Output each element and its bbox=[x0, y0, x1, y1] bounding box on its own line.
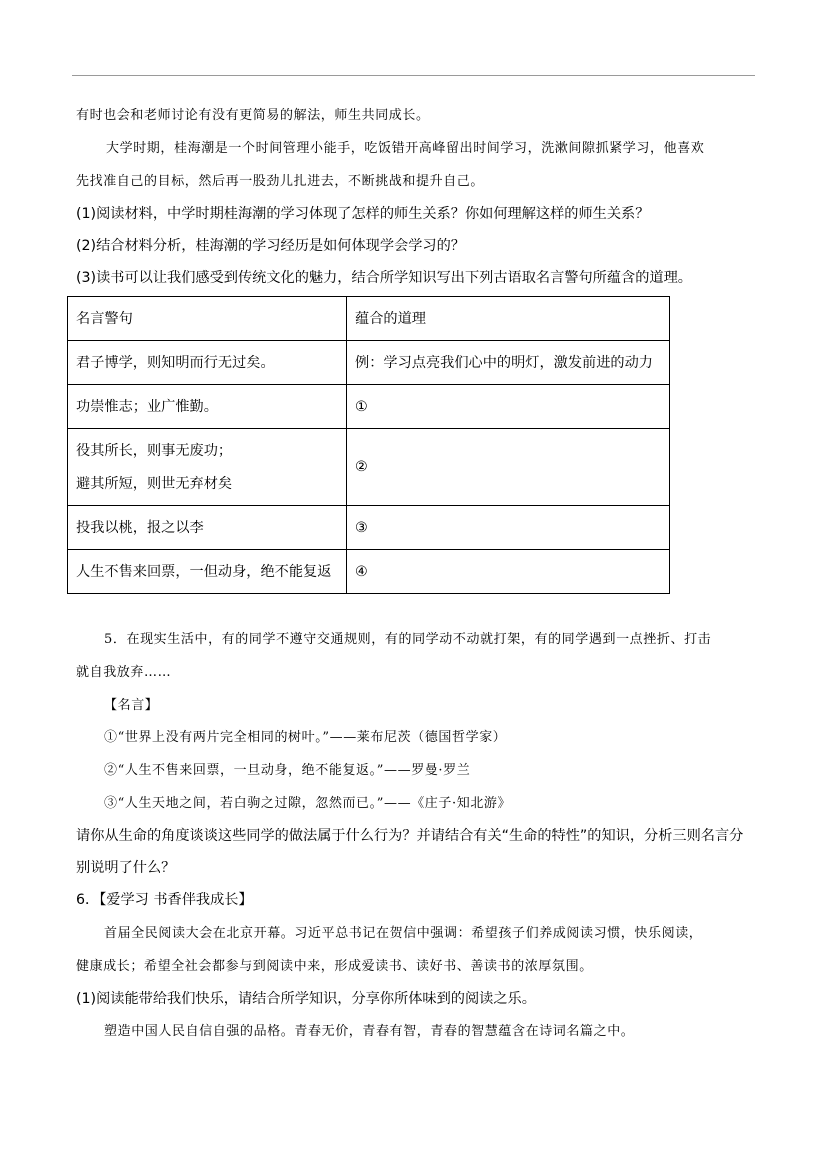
table-row bbox=[68, 429, 670, 506]
question-line: 别说明了什么？ bbox=[76, 860, 176, 876]
table-header-cell: 蕴合的道理 bbox=[347, 297, 670, 341]
quote-line: ①“世界上没有两片完全相同的树叶。”——莱布尼茨（德国哲学家） bbox=[104, 730, 507, 745]
paragraph-line: 首届全民阅读大会在北京开幕。习近平总书记在贺信中强调：希望孩子们养成阅读习惯，快乐阅读， bbox=[104, 926, 703, 941]
question-line: (1)阅读能带给我们快乐，请结合所学知识，分享你所体味到的阅读之乐。 bbox=[76, 991, 536, 1007]
paragraph-line: 先找准自己的目标，然后再一股劲儿扎进去，不断挑战和提升自己。 bbox=[76, 174, 485, 189]
table-cell: 投我以桃，报之以李 bbox=[68, 506, 347, 550]
table-cell: 例：学习点亮我们心中的明灯，激发前进的动力 bbox=[347, 341, 670, 385]
question-2: (2)结合材料分析，桂海潮的学习经历是如何体现学会学习的？ bbox=[76, 238, 465, 254]
table-cell: ① bbox=[347, 385, 670, 429]
quotes-table bbox=[67, 296, 670, 594]
table-cell: ④ bbox=[347, 550, 670, 594]
header-rule bbox=[72, 75, 755, 76]
table-cell: ③ bbox=[347, 506, 670, 550]
table-row bbox=[68, 506, 670, 550]
table-header-row bbox=[68, 297, 670, 341]
paragraph-line: 大学时期，桂海潮是一个时间管理小能手，吃饭错开高峰留出时间学习，洗漱间隙抓紧学习，他喜欢 bbox=[106, 141, 705, 156]
table-header-cell: 名言警句 bbox=[68, 297, 347, 341]
paragraph-line: 5．在现实生活中，有的同学不遵守交通规则，有的同学动不动就打架，有的同学遇到一点挫折、打击 bbox=[104, 632, 712, 647]
table-cell: 人生不售来回票，一但动身，绝不能复返 bbox=[68, 550, 347, 594]
quote-line: ②“人生不售来回票，一旦动身，绝不能复返。”——罗曼·罗兰 bbox=[104, 763, 471, 778]
table-row bbox=[68, 385, 670, 429]
paragraph-line: 就自我放弃…… bbox=[76, 665, 172, 680]
table-row bbox=[68, 341, 670, 385]
quote-line: ③“人生天地之间，若白驹之过隙，忽然而已。”——《庄子·知北游》 bbox=[104, 796, 512, 811]
table-cell: 君子博学，则知明而行无过矣。 bbox=[68, 341, 347, 385]
table-cell: 功崇惟志；业广惟勤。 bbox=[68, 385, 347, 429]
section-heading: 【名言】 bbox=[104, 698, 159, 713]
question-3: (3)读书可以让我们感受到传统文化的魅力，结合所学知识写出下列古语取名言警句所蕴含的道理。 bbox=[76, 270, 692, 286]
table-cell-line: 役其所长，则事无废功； bbox=[76, 442, 233, 459]
question-1: (1)阅读材料，中学时期桂海潮的学习体现了怎样的师生关系？你如何理解这样的师生关系？ bbox=[76, 206, 650, 222]
table-cell-line: 避其所短，则世无弃材矣 bbox=[76, 475, 233, 492]
paragraph-line: 健康成长；希望全社会都参与到阅读中来，形成爱读书、读好书、善读书的浓厚氛围。 bbox=[76, 959, 593, 974]
table-cell bbox=[68, 429, 347, 506]
table-cell: ② bbox=[347, 429, 670, 506]
section-title: 6．【爱学习 书香伴我成长】 bbox=[76, 892, 253, 908]
table-row bbox=[68, 550, 670, 594]
question-line: 请你从生命的角度谈谈这些同学的做法属于什么行为？并请结合有关“生命的特性”的知识，分析三则名言分 bbox=[76, 828, 744, 844]
paragraph-line: 有时也会和老师讨论有没有更简易的解法，师生共同成长。 bbox=[76, 108, 430, 123]
paragraph-line: 塑造中国人民自信自强的品格。青春无价，青春有智，青春的智慧蕴含在诗词名篇之中。 bbox=[104, 1024, 635, 1039]
